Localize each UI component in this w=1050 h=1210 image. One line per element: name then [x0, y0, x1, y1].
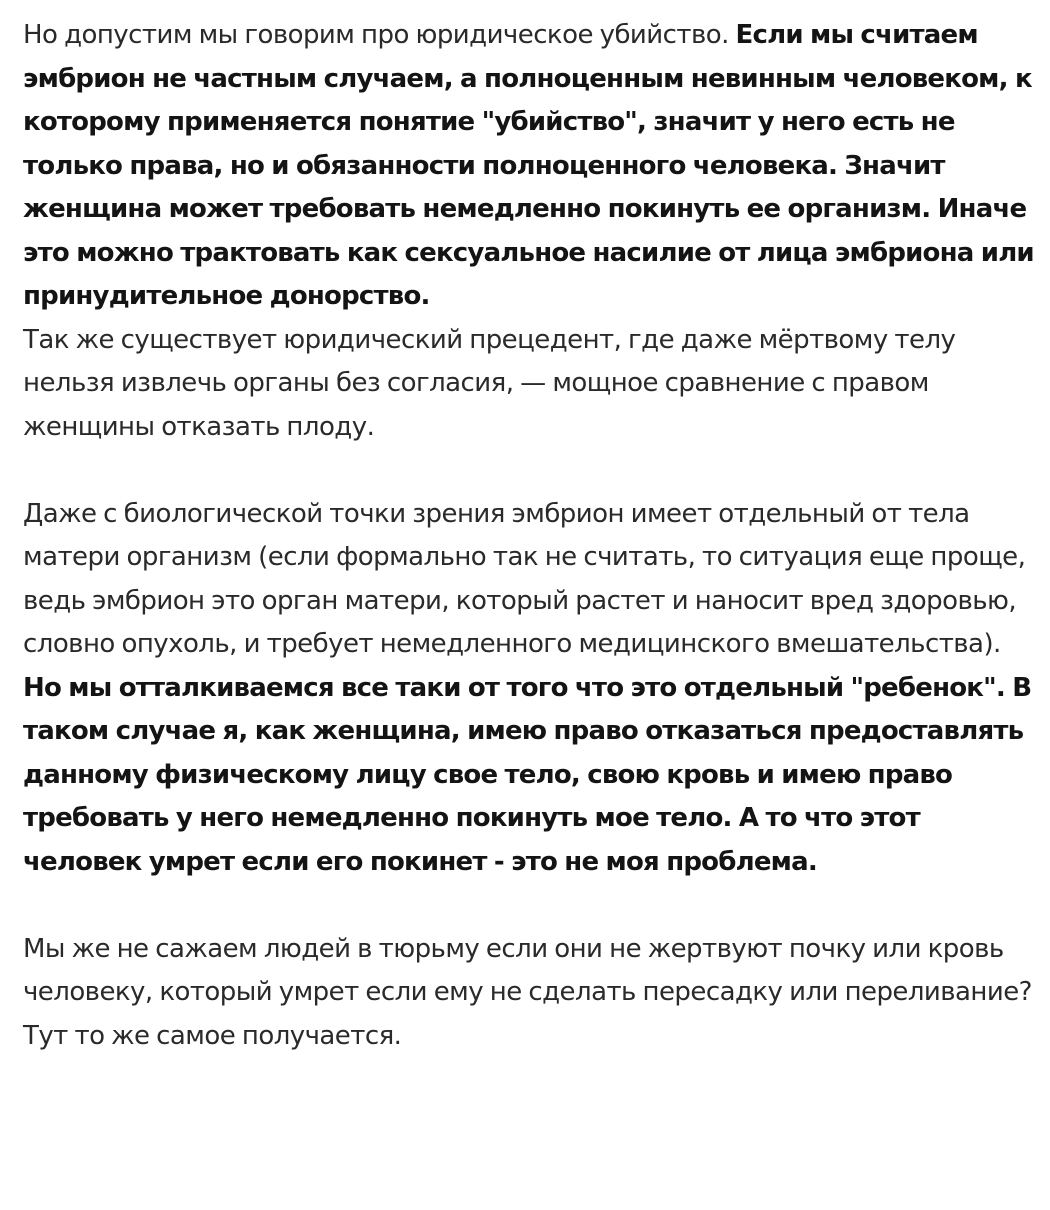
paragraph-1-bold-text: Если мы считаем эмбрион не частным случаем, а полноценным невинным человеком, к которому применяется понятие "убийство", значит у него есть не только права, но и обязанности полноценного человека. Значит женщина может требовать немедленно покинуть ее организм. Иначе это можно трактовать как сексуальное насилие от лица эмбриона или принудительное донорство. — [23, 20, 1034, 311]
paragraph-3: Даже с биологической точки зрения эмбрион имеет отдельный от тела матери организм (если формально так не считать, то ситуация еще проще, ведь эмбрион это орган матери, который растет и наносит вред здоровью, словно опухоль, и требует немедленного медицинского вмешательства). — [23, 498, 1026, 659]
paragraph-1-normal-text: Но допустим мы говорим про юридическое убийство. — [23, 20, 736, 50]
paragraph-4-bold: Но мы отталкиваемся все таки от того что это отдельный "ребенок". В таком случае я, как женщина, имею право отказаться предоставлять данному физическому лицу свое тело, свою кровь и имею право требовать у него немедленно покинуть мое тело. А то что этот человек умрет если его покинет - это не моя проблема. — [23, 672, 1032, 877]
paragraph-5: Мы же не сажаем людей в тюрьму если они не жертвуют почку или кровь человеку, который умрет если ему не сделать пересадку или переливание? Тут то же самое получается. — [23, 933, 1032, 1051]
paragraph-2: Так же существует юридический прецедент, где даже мёртвому телу нельзя извлечь органы без согласия, — мощное сравнение с правом женщины отказать плоду. — [23, 324, 956, 442]
paragraph-gap — [23, 884, 1041, 928]
paragraph-gap — [23, 449, 1041, 493]
paragraph-1 — [23, 14, 1041, 319]
post-text — [23, 14, 1041, 1058]
